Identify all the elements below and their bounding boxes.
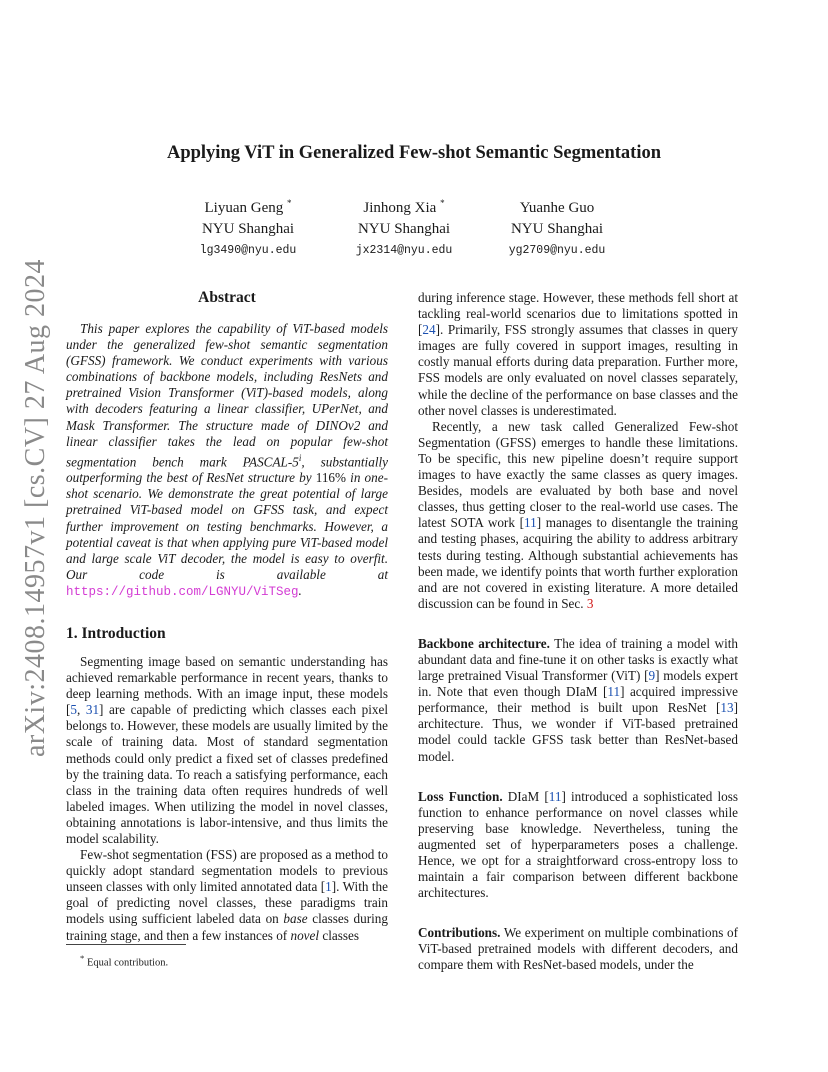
abstract-text: This paper explores the capability of ViT-based models under the generalized few-shot semantic segmentation (GFSS) framework. We conduct experiments with various combinations of backbone models, including ResNets and pretrained Vision Transformer (ViT)-based models, along with decoders featuring a linear classifier, UPerNet, and Mask Transformer. The structure made of DINOv2 and linear classifier takes the lead on popular few-shot segmentation bench mark PASCAL-5$^i$, substantially outperforming the best of ResNet structure by 116% in one-shot scenario. We demonstrate the great potential of large pretrained ViT-based model on GFSS task, and expect further improvement on testing benchmarks. However, a potential caveat is that when applying pure ViT-based model and large scale ViT decoder, the model is easy to overfit. Our code is available at https://github.com/LGNYU/ViTSeg. [66, 321, 388, 599]
paragraph-heading: Backbone architecture. [418, 635, 550, 651]
author-email[interactable]: lg3490@nyu.edu [199, 244, 297, 257]
citation-link[interactable]: 9 [648, 668, 656, 684]
author-block [487, 193, 627, 262]
author-affiliation: NYU Shanghai [357, 221, 451, 237]
author-email[interactable]: jx2314@nyu.edu [355, 244, 453, 257]
author-name: Yuanhe Guo [519, 200, 595, 216]
citation-link[interactable]: 5 [70, 702, 77, 718]
right-column [418, 290, 738, 974]
citation-link[interactable]: 31 [85, 702, 100, 718]
footnote: * Equal contribution. [80, 953, 169, 969]
citation-link[interactable]: 1 [325, 879, 332, 895]
author-mark: * [286, 198, 292, 208]
citation-link[interactable]: 11 [607, 684, 621, 700]
intro-paragraph-3: during inference stage. However, these methods fell short at tackling real-world scenarios due to limitations spotted in [24]. Primarily, FSS strongly assumes that classes in query images are fully covered in support images, resulting in costly manual efforts during data preparation. Further more, FSS models are only evaluated on novel classes separately, while the decline of the performance on base classes and the other novel classes is underestimated. [418, 290, 738, 418]
intro-paragraph-1: Segmenting image based on semantic understanding has achieved remarkable performance in recent years, thanks to deep learning methods. With an image input, these models [5, 31] are capable of predicting which classes each pixel belongs to. However, these models are usually limited by the scale of training data. Most of standard segmentation methods could only predict a fixed set of classes predefined by the training data. To reach a satisfying performance, each class in the training data often requires hundreds of well labeled images. When utilizing the model in novel classes, obtaining annotations is labor-intensive, and thus limits the model scalability. [66, 653, 389, 847]
author-block [178, 193, 318, 262]
section-heading-introduction: 1. Introduction [66, 624, 166, 642]
paragraph-heading: Loss Function. [418, 788, 503, 804]
citation-link[interactable]: 13 [720, 700, 734, 716]
backbone-paragraph: Backbone architecture. The idea of training a model with abundant data and fine-tune it on other tasks is exactly what large pretrained Visual Transformer (ViT) [9] models expert in. Note that even though DIaM [11] acquired impressive performance, their method is built upon ResNet [13] architecture. Thus, we wonder if ViT-based pretrained model could tackle GFSS task better than ResNet-based model. [418, 635, 739, 764]
author-mark: * [440, 198, 445, 208]
author-name: Jinhong Xia [363, 200, 437, 216]
paragraph-heading: Contributions. [418, 925, 501, 941]
arxiv-stamp [20, 258, 52, 758]
left-column [66, 288, 388, 944]
author-affiliation: NYU Shanghai [201, 221, 295, 237]
citation-link[interactable]: 11 [548, 788, 562, 804]
intro-paragraph-2: Few-shot segmentation (FSS) are proposed as a method to quickly adopt standard segmentation models to previous unseen classes with only limited annotated data [1]. With the goal of predicting novel classes, these paradigms train models using sufficient labeled data on base classes during training stage, and then a few instances of novel classes [66, 847, 388, 943]
loss-paragraph: Loss Function. DIaM [11] introduced a sophisticated loss function to enhance performance on novel classes while preserving base knowledge. Nevertheless, tuning the augmented set of hyperparameters poses a challenge. Hence, we opt for a straightforward cross-entropy loss to maintain a fair comparison between different backbone architectures. [418, 788, 738, 901]
section-ref-link[interactable]: 3 [586, 595, 594, 611]
citation-link[interactable]: 24 [422, 322, 436, 338]
footnote-rule [66, 944, 186, 945]
author-affiliation: NYU Shanghai [510, 221, 604, 237]
author-block [334, 193, 474, 262]
intro-paragraph-4: Recently, a new task called Generalized Few-shot Segmentation (GFSS) emerges to handle these limitations. To be specific, this new pipeline doesn’t require support images to have exactly the same classes as query images. Besides, models are evaluated by both base and novel classes, thus getting closer to the real-world use cases. The latest SOTA work [11] manages to disentangle the training and testing phases, acquiring the ability to address arbitrary tests during testing. Although substantial achievements has been made, we identify points that worth further exploration and are not covered in existing literature. A more detailed discussion can be found in Sec. 3 [418, 418, 738, 611]
contributions-paragraph: Contributions. We experiment on multiple combinations of ViT-based pretrained models with different decoders, and compare them with ResNet-based models, under the [418, 925, 738, 973]
author-email[interactable]: yg2709@nyu.edu [508, 244, 606, 257]
citation-link[interactable]: 11 [523, 515, 537, 531]
code-link[interactable]: https://github.com/LGNYU/ViTSeg [66, 584, 299, 599]
abstract-heading: Abstract [198, 289, 256, 306]
author-name: Liyuan Geng [204, 200, 284, 216]
paper-title: Applying ViT in Generalized Few-shot Semantic Segmentation [166, 143, 662, 163]
arxiv-stamp-text: arXiv:2408.14957v1 [cs.CV] 27 Aug 2024 [20, 258, 51, 758]
